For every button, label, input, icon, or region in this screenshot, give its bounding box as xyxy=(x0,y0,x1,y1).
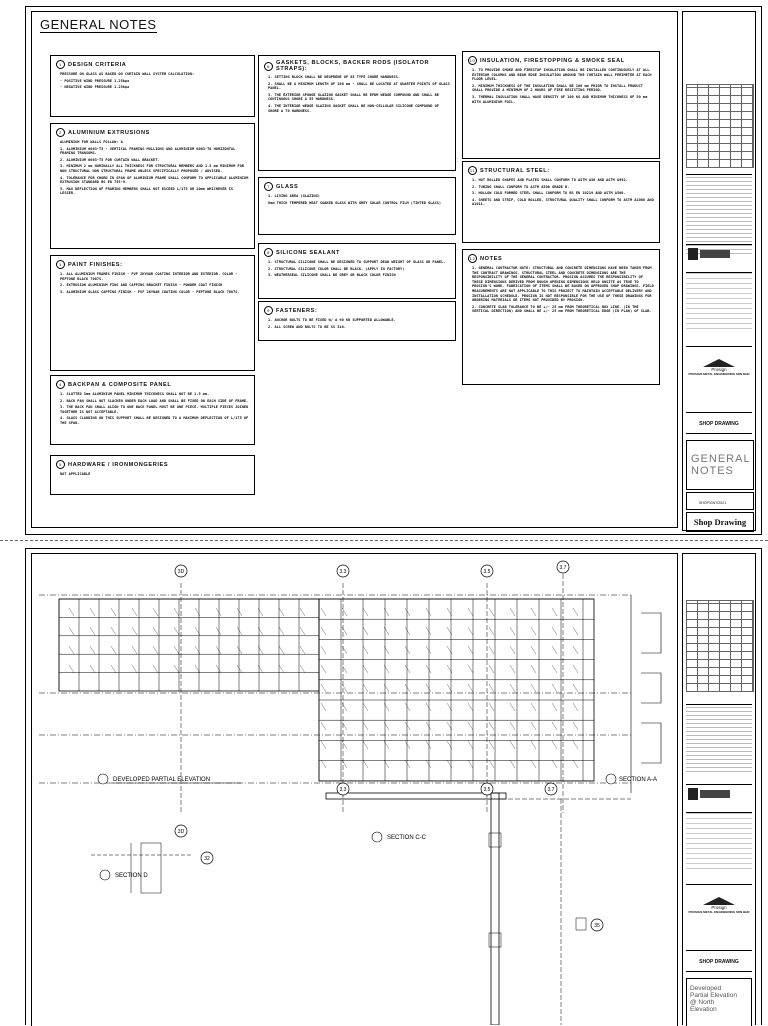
mullion-line xyxy=(405,684,410,692)
mullion-line xyxy=(426,703,431,711)
prosign-logo xyxy=(703,359,735,367)
mullion-line xyxy=(237,608,242,616)
mullion-line xyxy=(552,722,557,730)
mullion-line xyxy=(69,627,74,635)
mullion-line xyxy=(552,741,557,749)
mullion-line xyxy=(153,627,158,635)
logo-text: Prosign xyxy=(711,367,727,372)
note-general: 12 NOTES 1. GENERAL CONTRACTOR NOTE: STRUCTURAL AND CONCRETE DIMENSIONS HAVE BEEN TAKEN FROM THE CONTRACT DRAWINGS. STRUCTURAL STEEL AND CONCRETE DIMENSIONS ARE THE RESPONSIBILITY OF THE GENERAL CONTRACTOR. PROSIGN ASSUMES THE RESPONSIBILITY OF THESE DIMENSIONS DERIVED FROM ROUGH OPENING DIMENSIONS HELD ONSITE AS TRUE TO PROSIGN'S WORK. FABRICATION OF ITEMS SHALL BE BASED ON APPROVED SHOP DRAWINGS. FIELD MEASUREMENTS ARE NOT APPLICABLE TO THIS PROJECT TO MAINTAIN ACCEPTABLE DELIVERY AND INSTALLATION SCHEDULE. PROSIGN IS NOT RESPONSIBLE FOR THE USE OF THESE DRAWINGS FOR ORDERING MATERIALS OR ITEMS NOT PROVIDED BY PROSIGN. 2. CONCRETE SLAB TOLERANCE TO BE +/- 25 mm FROM THEORETICAL BOX LINE. (IN THE VERTICAL DIRECTION) AND SHALL BE +/- 25 mm FROM THEORETICAL EDGE (IN PLAN) OF SLAB. xyxy=(462,249,660,385)
mullion-line xyxy=(531,722,536,730)
status-cell-2 xyxy=(686,950,752,972)
svg-text:3.5: 3.5 xyxy=(483,787,491,793)
side-bubble-32 xyxy=(201,852,213,864)
mullion-line xyxy=(468,646,473,654)
mullion-line xyxy=(363,760,368,768)
mullion-line xyxy=(573,608,578,616)
mullion-line xyxy=(426,760,431,768)
mullion-line xyxy=(300,665,305,673)
mullion-line xyxy=(174,608,179,616)
mullion-line xyxy=(468,741,473,749)
mullion-line xyxy=(405,760,410,768)
mullion-line xyxy=(69,608,74,616)
mullion-line xyxy=(216,646,221,654)
mullion-line xyxy=(426,684,431,692)
svg-text:3.5: 3.5 xyxy=(483,569,491,575)
section-aa-title xyxy=(606,774,657,784)
mullion-line xyxy=(90,646,95,654)
mullion-line xyxy=(132,646,137,654)
svg-text:3.3: 3.3 xyxy=(339,787,347,793)
mullion-line xyxy=(573,703,578,711)
mullion-line xyxy=(300,646,305,654)
sheet-elevation xyxy=(25,548,762,1025)
revision-grid xyxy=(686,84,754,168)
svg-text:35: 35 xyxy=(594,923,600,929)
mullion-line xyxy=(321,760,326,768)
mullion-line xyxy=(405,627,410,635)
mullion-line xyxy=(573,646,578,654)
mullion-line xyxy=(531,646,536,654)
mullion-line xyxy=(300,627,305,635)
mullion-line xyxy=(468,760,473,768)
prosign-logo-2 xyxy=(703,897,735,905)
mullion-line xyxy=(174,646,179,654)
mullion-line xyxy=(237,646,242,654)
footer-cell: Shop Drawing xyxy=(686,512,754,532)
drawing-title-line-1: Developed xyxy=(690,985,722,992)
drawing-number-cell xyxy=(686,492,754,510)
mullion-line xyxy=(321,627,326,635)
mullion-line xyxy=(90,608,95,616)
sheet-general-notes xyxy=(25,6,762,535)
mullion-line xyxy=(279,627,284,635)
mullion-line xyxy=(153,665,158,673)
mullion-line xyxy=(468,627,473,635)
mullion-line xyxy=(300,608,305,616)
mullion-line xyxy=(531,608,536,616)
client-block xyxy=(686,272,752,333)
svg-text:SECTION C-C: SECTION C-C xyxy=(387,835,426,841)
side-bubble-3d xyxy=(175,825,187,837)
lower-bubble-3-3 xyxy=(337,783,349,795)
mullion-line xyxy=(510,646,515,654)
svg-text:DEVELOPED PARTIAL ELEVATION: DEVELOPED PARTIAL ELEVATION xyxy=(113,777,211,783)
mullion-line xyxy=(510,627,515,635)
mullion-line xyxy=(552,646,557,654)
mullion-line xyxy=(552,627,557,635)
mullion-line xyxy=(489,646,494,654)
mullion-line xyxy=(468,684,473,692)
drawing-title-1: GENERAL xyxy=(691,453,751,465)
mullion-line xyxy=(552,665,557,673)
mullion-line xyxy=(510,684,515,692)
mullion-line xyxy=(468,703,473,711)
mullion-line xyxy=(405,722,410,730)
note-aluminium-extrusions: 2 ALUMINIUM EXTRUSIONS ALUMINIUM FOR WALLS FOLLOW: A 1. ALUMINIUM 6063-T5 - VERTICAL FRAMING MULLIONS AND ALUMINIUM 6063-T6 HORIZONTAL FRAMING TRANSOMS. 2. ALUMINIUM 6063-T5 FOR CURTAIN WALL BRACKET. 3. MINIMUM 2 mm NOMINALLY ALL THICKNESS FOR STRUCTURAL MEMBERS AND 1.5 mm MINIMUM FOR NON STRUCTURAL NON STRUCTURAL FRAME UNLESS SPECIFICALLY PROPOSED / ADVISED. 4. TOLERANCE FOR CHORD IN SPAN OF ALUMINIUM FRAME SHALL CONFORM TO APPLICABLE ALUMINIUM EXTRUSION STANDARD BS EN 755-9. 5. MAX DEFLECTION OF FRAMING MEMBERS SHALL NOT EXCEED L/175 OR 20mm WHICHEVER IS LESSER. xyxy=(50,123,255,249)
mullion-line xyxy=(216,608,221,616)
mullion-line xyxy=(573,741,578,749)
mullion-line xyxy=(132,627,137,635)
drawing-title-cell xyxy=(686,440,754,490)
svg-text:3.3: 3.3 xyxy=(339,569,347,575)
mullion-line xyxy=(405,703,410,711)
title-block-2 xyxy=(682,553,756,1025)
notes-text-block-2 xyxy=(686,704,752,775)
mullion-line xyxy=(90,627,95,635)
mullion-line xyxy=(510,722,515,730)
side-bubble-35 xyxy=(591,919,603,931)
mullion-line xyxy=(531,665,536,673)
sheet-divider xyxy=(0,540,768,541)
svg-text:3.7: 3.7 xyxy=(547,787,555,793)
mullion-line xyxy=(552,703,557,711)
mullion-line xyxy=(90,665,95,673)
mullion-line xyxy=(69,646,74,654)
mullion-line xyxy=(153,646,158,654)
drawing-title-line-4: Elevation xyxy=(690,1006,717,1013)
elevation-title xyxy=(98,774,241,784)
svg-text:SECTION D: SECTION D xyxy=(115,873,148,879)
mullion-line xyxy=(363,684,368,692)
drawing-title-line-3: @ North xyxy=(690,999,715,1006)
mullion-line xyxy=(132,608,137,616)
note-backpan: 4 BACKPAN & COMPOSITE PANEL 1. SLOTTED 3mm ALUMINIUM PANEL MINIMUM THICKNESS SHALL NOT BE 1.5 mm. 2. BACK PAN SHALL NOT SLACKEN UNDER EACH LOAD AND SHALL BE FIXED ON EACH SIDE OF FRAME. 3. THE BACK PAN SHALL ALIGN TO ONE BACK PANEL MUST BE ONE PIECE. MULTIPLE PIECES JOINED TOGETHER IS NOT ACCEPTABLE. 4. GLASS CLADDING ON THIS SUPPORT SHALL BE DESIGNED TO A MAXIMUM DEFLECTION OF L/175 OF THE SPAN. xyxy=(50,375,255,445)
mullion-line xyxy=(531,684,536,692)
mullion-line xyxy=(321,684,326,692)
company-block xyxy=(686,346,752,405)
mullion-line xyxy=(573,627,578,635)
mullion-line xyxy=(111,646,116,654)
status-text: SHOP DRAWING xyxy=(699,421,739,427)
note-gaskets: 6 GASKETS, BLOCKS, BACKER RODS (ISOLATOR STRAPS): 1. SETTING BLOCK SHALL BE NEOPRENE OF 85 TYPE SHORE HARDNESS. 2. SHALL BE A MINIMUM LENGTH OF 100 mm - SHALL BE LOCATED AT QUARTER POINTS OF GLASS PANEL. 3. THE EXTERIOR SPONGE GLAZING GASKET SHALL BE EPDM WEDGE COMPOUND AND SHALL BE CONTINUOUS SHORE A 55 HARDNESS. 4. THE INTERIOR WEDGE GLAZING GASKET SHALL BE NON-CELLULAR SILICONE COMPOUND OF SHORE A 70 HARDNESS. xyxy=(258,55,456,171)
mullion-line xyxy=(153,608,158,616)
mullion-line xyxy=(363,646,368,654)
mullion-line xyxy=(510,665,515,673)
note-glass: 7 GLASS 1. LIVING AREA (GLAZING) 8mm THICK TEMPERED HEAT SOAKED GLASS WITH GREY SOLAR CONTROL FILM (TINTED GLASS) xyxy=(258,177,456,235)
mullion-line xyxy=(363,608,368,616)
company-name: PROSIGN METAL ENGINEERING SDN BHD xyxy=(688,372,750,376)
mullion-line xyxy=(510,608,515,616)
mullion-line xyxy=(321,646,326,654)
status-text-2: SHOP DRAWING xyxy=(699,959,739,965)
grid-bubble-3d xyxy=(175,565,187,577)
mullion-line xyxy=(489,722,494,730)
mullion-line xyxy=(468,722,473,730)
lower-bubble-3-7 xyxy=(545,783,557,795)
mullion-line xyxy=(321,722,326,730)
mullion-line xyxy=(426,741,431,749)
mullion-line xyxy=(363,627,368,635)
grid-bubble-3-7 xyxy=(557,561,569,573)
mullion-line xyxy=(510,703,515,711)
mullion-line xyxy=(489,703,494,711)
consultant-logo-2 xyxy=(686,784,752,807)
svg-text:3D: 3D xyxy=(177,569,185,575)
mullion-line xyxy=(111,608,116,616)
client-block-2 xyxy=(686,812,752,873)
status-cell xyxy=(686,412,752,434)
drawing-number: SHOP/GNT/2021 xyxy=(699,501,727,505)
mullion-line xyxy=(552,608,557,616)
mullion-line xyxy=(216,665,221,673)
company-block-2 xyxy=(686,884,752,943)
mullion-line xyxy=(363,665,368,673)
mullion-line xyxy=(531,627,536,635)
mullion-line xyxy=(321,703,326,711)
mullion-line xyxy=(552,760,557,768)
mullion-line xyxy=(573,722,578,730)
mullion-line xyxy=(489,684,494,692)
mullion-line xyxy=(174,627,179,635)
consultant-logo xyxy=(686,244,752,267)
mullion-line xyxy=(426,646,431,654)
svg-text:3D: 3D xyxy=(177,829,185,835)
mullion-line xyxy=(489,760,494,768)
mullion-line xyxy=(573,665,578,673)
note-insulation: 10 INSULATION, FIRESTOPPING & SMOKE SEAL 1. TO PROVIDE SMOKE AND FIRESTOP INSULATION SHALL BE INSTALLED CONTINUOUSLY AT ALL EXTERIOR COLUMNS AND BEAM EDGE INSULATION AROUND THE CURTAIN WALL PERIMETER AT EACH FLOOR LEVEL. 2. MINIMUM THICKNESS OF THE INSULATION SHALL BE 100 mm PRIOR TO INSTALL PRODUCT SHALL PROVIDE A MINIMUM OF 2 HOURS OF FIRE RESISTING PERIOD. 3. THERMAL INSULATION SHALL HAVE DENSITY OF 100 KG AND MINIMUM THICKNESS OF 50 mm WITH ALUMINIUM FOIL. xyxy=(462,51,660,159)
note-hardware: 5 HARDWARE / IRONMONGERIES NOT APPLICABLE xyxy=(50,455,255,495)
mullion-line xyxy=(237,627,242,635)
mullion-line xyxy=(552,684,557,692)
mullion-line xyxy=(321,665,326,673)
mullion-line xyxy=(426,722,431,730)
mullion-line xyxy=(405,646,410,654)
mullion-line xyxy=(132,665,137,673)
mullion-line xyxy=(489,741,494,749)
mullion-line xyxy=(216,627,221,635)
mullion-line xyxy=(69,665,74,673)
mullion-line xyxy=(468,608,473,616)
mullion-line xyxy=(573,684,578,692)
mullion-line xyxy=(111,627,116,635)
company-name-2: PROSIGN METAL ENGINEERING SDN BHD xyxy=(688,910,750,914)
mullion-line xyxy=(468,665,473,673)
mullion-line xyxy=(321,741,326,749)
drawing-title-line-2: Partial Elevation xyxy=(690,992,737,999)
elevation-drawing xyxy=(31,553,676,1025)
mullion-line xyxy=(237,665,242,673)
page-title: GENERAL NOTES xyxy=(40,17,157,32)
mullion-line xyxy=(489,665,494,673)
mullion-line xyxy=(174,665,179,673)
mullion-line xyxy=(510,760,515,768)
svg-text:3.7: 3.7 xyxy=(559,565,567,571)
note-silicone-sealant: 8 SILICONE SEALANT 1. STRUCTURAL SILICONE SHALL BE DESIGNED TO SUPPORT DEAD WEIGHT OF GLASS OR PANEL. 2. STRUCTURAL SILICONE COLOR SHALL BE BLACK. (APPLY IN FACTORY) 3. WEATHERSEAL SILICONE SHALL BE GREY OR BLACK COLOR FINISH xyxy=(258,243,456,299)
mullion-line xyxy=(363,741,368,749)
mullion-line xyxy=(363,703,368,711)
mullion-line xyxy=(531,741,536,749)
note-paint-finishes: 3 PAINT FINISHES: 1. ALL ALUMINIUM FRAMES FINISH - PVF 2KYNAR COATING INTERIOR AND EXTERIOR. COLOR - PEPTONE BLACK 7007S. 2. EXTRUSION ALUMINIUM FINS AND CAPPING BRACKET FINISH - POWDER COAT FINISH 3. ALUMINIUM GLASS CAPPING FINISH - PVF 2KYNAR COATING COLOR - PEPTONE BLACK 7007S. xyxy=(50,255,255,371)
mullion-line xyxy=(573,760,578,768)
title-block xyxy=(682,11,756,531)
mullion-line xyxy=(426,608,431,616)
svg-text:SECTION A-A: SECTION A-A xyxy=(619,777,658,783)
section-cc-title xyxy=(372,832,427,842)
svg-text:32: 32 xyxy=(204,856,210,862)
mullion-line xyxy=(405,608,410,616)
mullion-line xyxy=(363,722,368,730)
mullion-line xyxy=(279,665,284,673)
lower-bubble-3-5 xyxy=(481,783,493,795)
mullion-line xyxy=(489,627,494,635)
logo-text-2: Prosign xyxy=(711,905,727,910)
note-fasteners: 9 FASTENERS: 1. ANCHOR BOLTS TO BE FIXED W/ A 90 KN SUPPORTED ALLOWABLE. 2. ALL SCREW AND BOLTS TO BE SS 316. xyxy=(258,301,456,341)
mullion-line xyxy=(405,741,410,749)
revision-grid-2 xyxy=(686,600,754,692)
mullion-line xyxy=(279,608,284,616)
mullion-line xyxy=(426,627,431,635)
mullion-line xyxy=(405,665,410,673)
grid-bubble-3-5 xyxy=(481,565,493,577)
mullion-line xyxy=(279,646,284,654)
mullion-line xyxy=(531,703,536,711)
mullion-line xyxy=(321,608,326,616)
drawing-title-cell-2 xyxy=(686,978,752,1026)
mullion-line xyxy=(531,760,536,768)
grid-bubble-3-3 xyxy=(337,565,349,577)
mullion-line xyxy=(510,741,515,749)
note-structural-steel: 11 STRUCTURAL STEEL: 1. HOT ROLLED SHAPES AND PLATES SHALL CONFORM TO ASTM A36 AND ASTM A992. 2. TUBING SHALL CONFORM TO ASTM A500 GRADE B. 3. HOLLOW COLD FORMED STEEL SHALL CONFORM TO BS EN 10219 AND ASTM A500. 4. SHEETS AND STRIP, COLD ROLLED, STRUCTURAL QUALITY SHALL CONFORM TO ASTM A1008 AND A1011. xyxy=(462,161,660,243)
note-design-criteria: 1 DESIGN CRITERIA PRESSURE ON GLASS AS BASED ON CURTAIN WALL SYSTEM CALCULATION: - POSITIVE WIND PRESSURE 1.25kpa - NEGATIVE WIND PRESSURE 1.25kpa xyxy=(50,55,255,117)
drawing-title-2: NOTES xyxy=(691,465,734,477)
mullion-line xyxy=(489,608,494,616)
mullion-line xyxy=(111,665,116,673)
mullion-line xyxy=(426,665,431,673)
